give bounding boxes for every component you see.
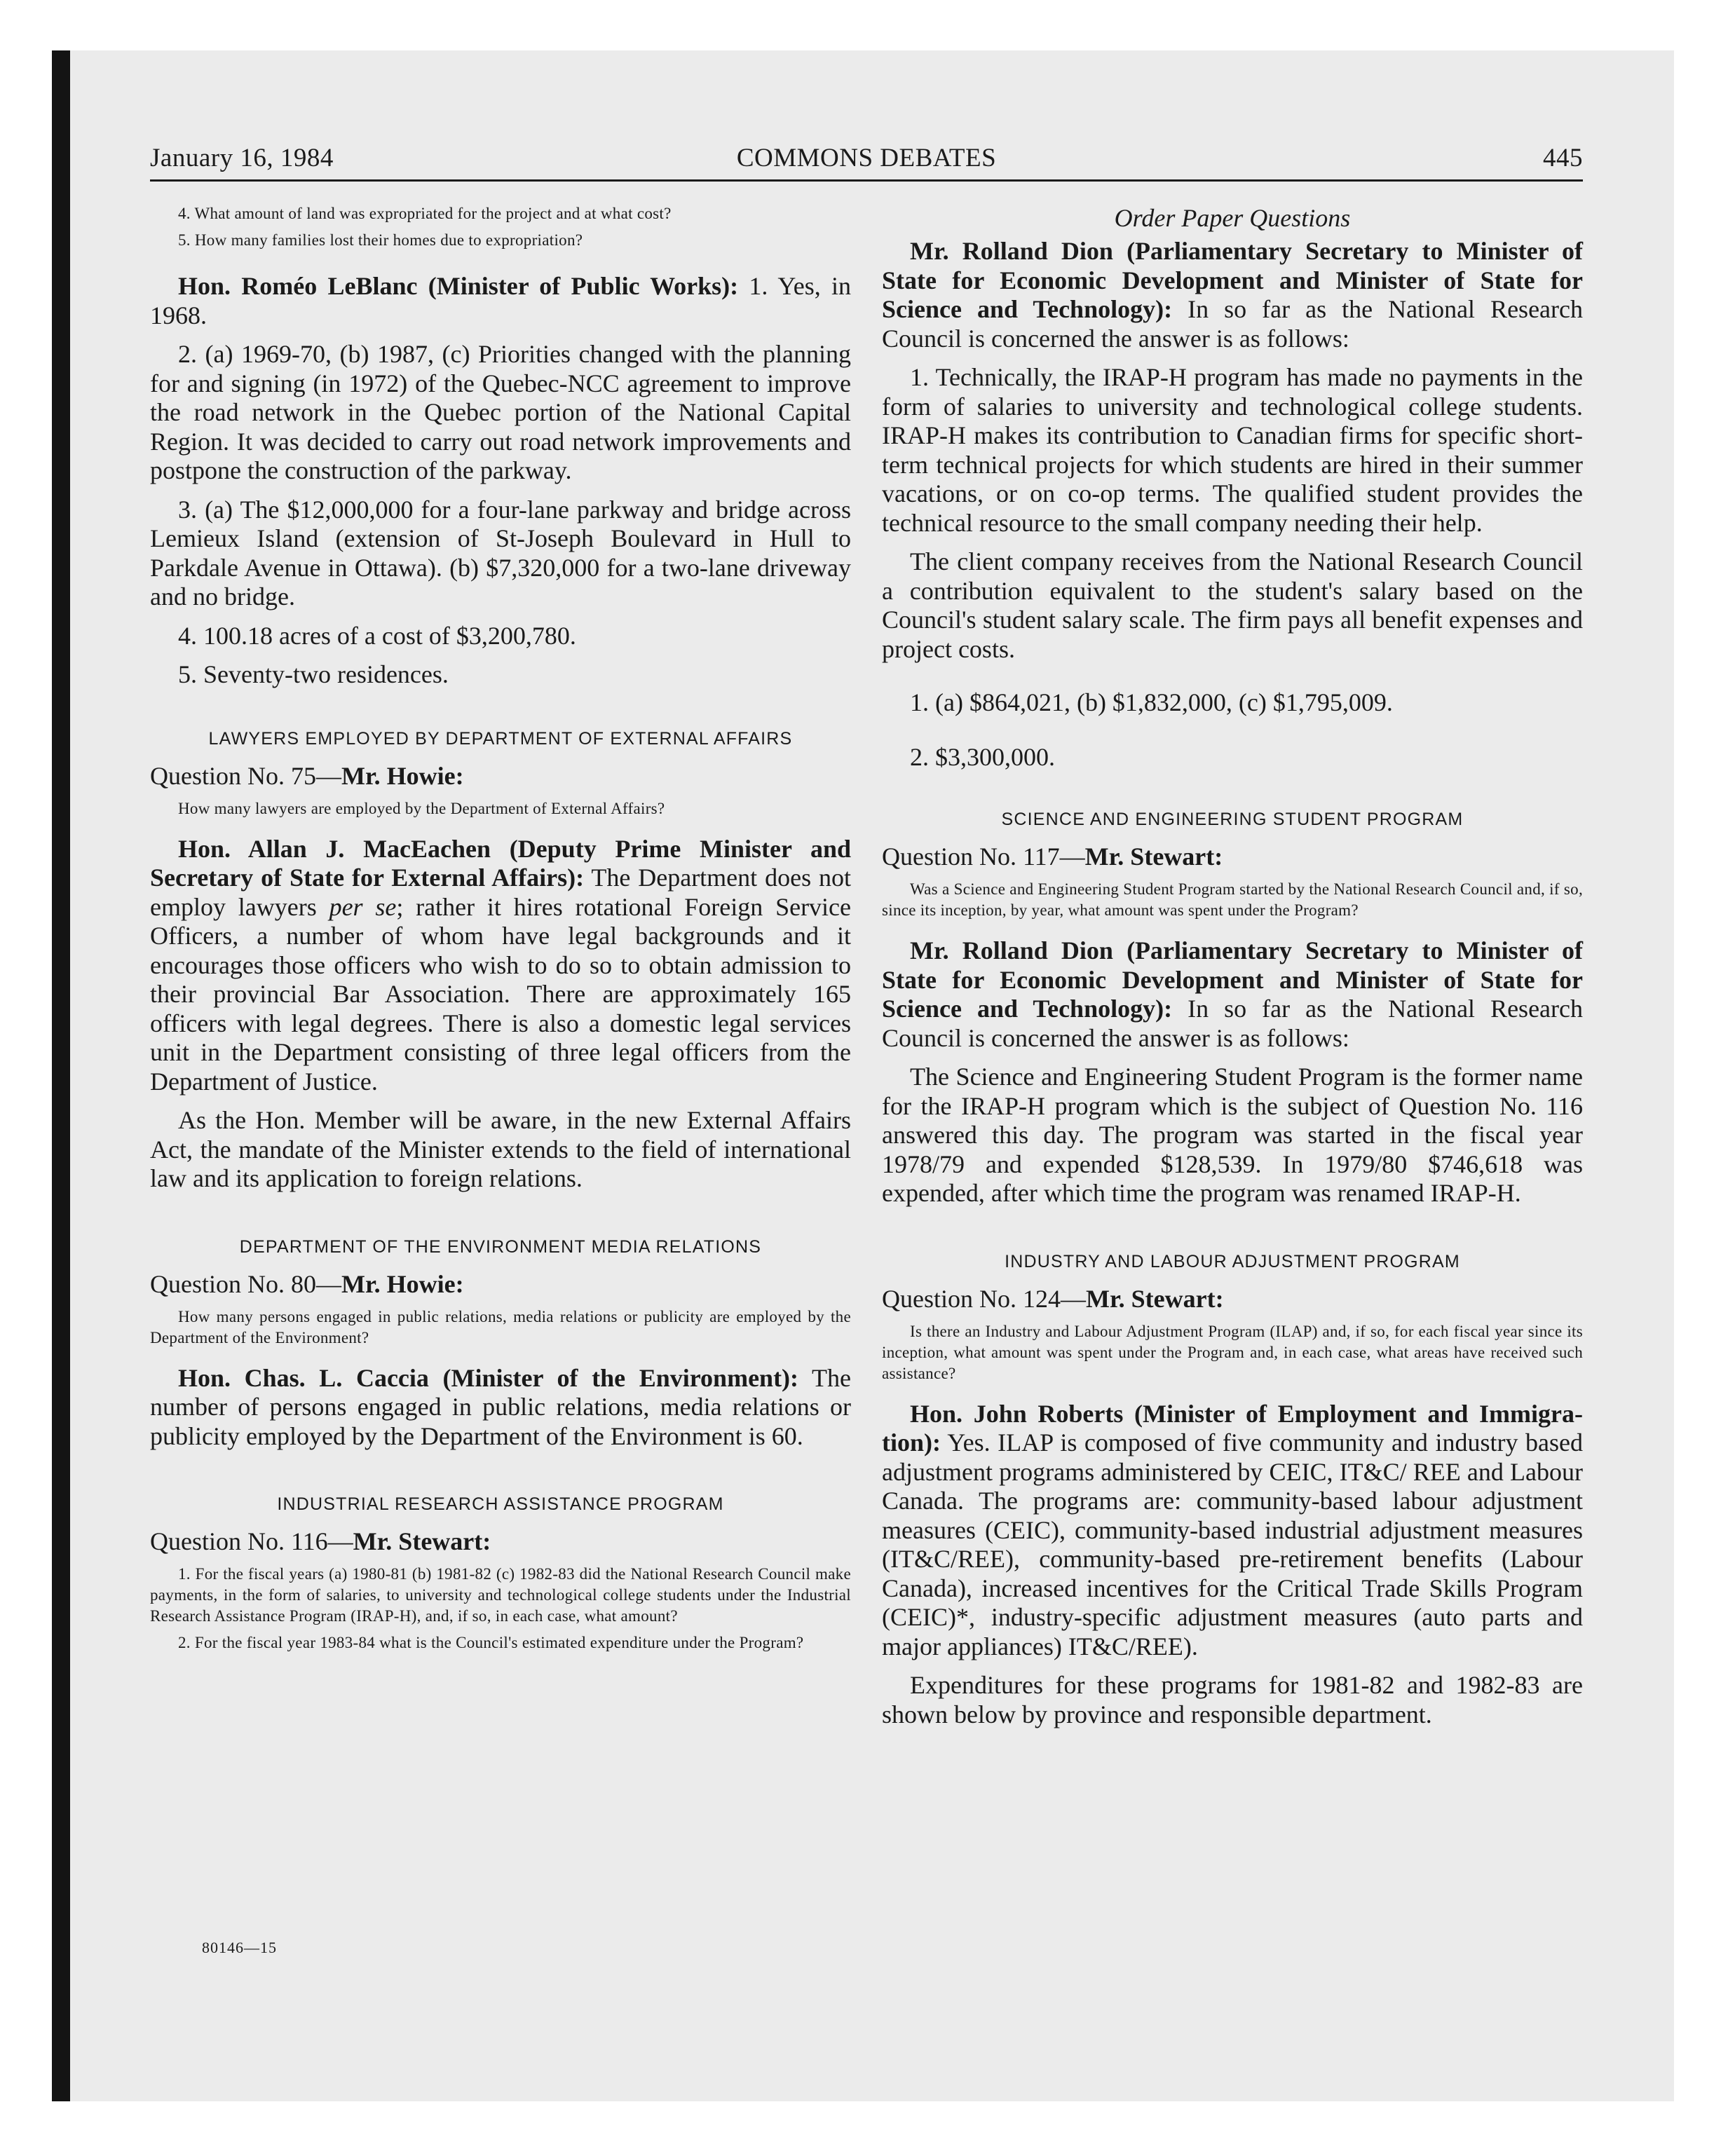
header-date: January 16, 1984 bbox=[150, 144, 334, 172]
section-heading-lawyers: LAWYERS EMPLOYED BY DEPARTMENT OF EXTERNAL AFFAIRS bbox=[208, 728, 793, 749]
question-line-116 bbox=[150, 1526, 851, 1557]
leblanc-answer-text: 1. Yes, in 1968. bbox=[150, 272, 851, 329]
question-text-116-1: 1. For the fiscal years (a) 1980-81 (b) 1981-82 (c) 1982-83 did the National Research Council make payments, in the form of salaries, to university and technological college students under the Industrial Research Assistance Program (IRAP-H), and, if so, in each case, what amount? bbox=[150, 1565, 851, 1625]
maceachen-answer-emphasis: per se bbox=[329, 892, 397, 921]
speaker-dion: Mr. Rolland Dion (Parliamentary Secretary to Minister of State for Economic Development and Minister of State for Science and Technology): bbox=[882, 936, 1583, 1023]
section-heading-irap: INDUSTRIAL RESEARCH ASSISTANCE PROGRAM bbox=[277, 1494, 724, 1514]
dion-answer-2-para: The Science and Engineering Student Program is the former name for the IRAP-H program which is the subject of Question No. 116 answered this day. The program was started in the fiscal year 1978/79 and expended $128,539. In 1979/80 $746,618 was expended, after which time the program was renamed IRAP-H. bbox=[882, 1063, 1583, 1207]
maceachen-answer-pre: The Department does not employ lawyers bbox=[150, 864, 851, 921]
question-number: Question No. 116— bbox=[150, 1527, 353, 1555]
section-heading-environment: DEPARTMENT OF THE ENVIRONMENT MEDIA RELATIONS bbox=[239, 1236, 762, 1257]
question-member: Mr. Howie: bbox=[341, 761, 464, 790]
roberts-answer bbox=[882, 1400, 1583, 1662]
dion-answer-1-para-1: 1. Technically, the IRAP-H program has made no payments in the form of salaries to university and technological college students. IRAP-H makes its contribution to Canadian firms for specific short-term technical projects for which students are hired in their summer vacations, or on co-op terms. The qualified student provides the technical resource to the small company needing their help. bbox=[882, 363, 1583, 537]
section-heading-science-engineering: SCIENCE AND ENGINEERING STUDENT PROGRAM bbox=[1001, 810, 1464, 829]
header-title: COMMONS DEBATES bbox=[736, 144, 997, 172]
right-column bbox=[882, 203, 1583, 1739]
answer-4: 4. 100.18 acres of a cost of $3,200,780. bbox=[178, 621, 576, 650]
question-text-80: How many persons engaged in public relations, media relations or publicity are employed by the Department of the Environment? bbox=[150, 1307, 851, 1346]
speaker-maceachen: Hon. Allan J. MacEachen (Deputy Prime Minister and Secretary of State for External Affairs): bbox=[150, 834, 851, 892]
maceachen-answer-2: As the Hon. Member will be aware, in the new External Affairs Act, the mandate of the Minister extends to the field of international law and its application to foreign relations. bbox=[150, 1106, 851, 1192]
page-header bbox=[150, 143, 1583, 185]
question-number: Question No. 75— bbox=[150, 761, 341, 790]
scan-edge-shadow bbox=[52, 50, 70, 2101]
leblanc-answer bbox=[150, 272, 851, 330]
left-column bbox=[150, 203, 851, 1659]
question-line-80 bbox=[150, 1269, 851, 1299]
question-member: Mr. Stewart: bbox=[1086, 1284, 1224, 1313]
answer-5: 5. Seventy-two residences. bbox=[178, 660, 449, 688]
question-line-117 bbox=[882, 841, 1583, 872]
answer-3: 3. (a) The $12,000,000 for a four-lane parkway and bridge across Lemieux Island (extension of St-Joseph Boulevard in Hull to Parkdale Avenue in Ottawa). (b) $7,320,000 for a two-lane driveway and no bridge. bbox=[150, 495, 851, 610]
dion-answer-2 bbox=[882, 936, 1583, 1053]
speaker-caccia: Hon. Chas. L. Caccia (Minister of the Environment): bbox=[178, 1363, 799, 1392]
question-member: Mr. Howie: bbox=[341, 1269, 464, 1298]
maceachen-answer bbox=[150, 835, 851, 1097]
amount-line-2: 2. $3,300,000. bbox=[910, 743, 1055, 771]
dion-answer-2-text: In so far as the National Research Council is concerned the answer is as follows: bbox=[882, 995, 1583, 1052]
footer-code: 80146—15 bbox=[202, 1939, 277, 1956]
header-page-number: 445 bbox=[1543, 144, 1583, 172]
speaker-roberts: Hon. John Roberts (Minister of Employment and Immigration): bbox=[882, 1399, 1583, 1456]
dion-answer-1 bbox=[882, 237, 1583, 353]
dion-answer-1-para-2: The client company receives from the National Research Council a contribution equivalent to the student's salary based on the Council's student salary scale. The firm pays all benefit expenses and project costs. bbox=[882, 547, 1583, 663]
question-number: Question No. 124— bbox=[882, 1284, 1086, 1313]
intro-question-4: 4. What amount of land was expropriated for the project and at what cost? bbox=[178, 205, 672, 222]
answer-2: 2. (a) 1969-70, (b) 1987, (c) Priorities changed with the planning for and signing (in 1972) of the Quebec-NCC agreement to improve the road network in the Quebec portion of the National Capital Region. It was decided to carry out road network improvements and postpone the construction of the parkway. bbox=[150, 340, 851, 484]
question-number: Question No. 80— bbox=[150, 1269, 341, 1298]
caccia-answer bbox=[150, 1364, 851, 1452]
roberts-answer-2: Expenditures for these programs for 1981-82 and 1982-83 are shown below by province and responsible department. bbox=[882, 1671, 1583, 1728]
question-text-75: How many lawyers are employed by the Department of External Affairs? bbox=[178, 799, 665, 817]
question-number: Question No. 117— bbox=[882, 842, 1085, 871]
speaker-leblanc: Hon. Roméo LeBlanc (Minister of Public Works): bbox=[178, 272, 739, 300]
question-line-75 bbox=[150, 760, 851, 791]
caccia-answer-text: The number of persons engaged in public relations, media relations or publicity employed by the Department of the Environment is 60. bbox=[150, 1363, 851, 1450]
amount-line-1: 1. (a) $864,021, (b) $1,832,000, (c) $1,795,009. bbox=[910, 688, 1393, 716]
order-paper-caption: Order Paper Questions bbox=[1114, 204, 1351, 232]
roberts-answer-text: Yes. ILAP is composed of five community and industry based adjustment programs administered by CEIC, IT&C/ REE and Labour Canada. The programs are: community-based labour adjustment measures (CEIC), community-based industrial adjustment measures (IT&C/REE), community-based pre-retirement benefits (Labour Canada), increased incentives for the Critical Trade Skills Program (CEIC)*, industry-specific adjustment measures (auto parts and major appliances) IT&C/REE). bbox=[882, 1428, 1583, 1660]
question-text-116-2: 2. For the fiscal year 1983-84 what is the Council's estimated expenditure under the Program? bbox=[178, 1634, 804, 1651]
intro-question-5: 5. How many families lost their homes due to expropriation? bbox=[178, 231, 583, 249]
dion-answer-1-text: In so far as the National Research Council is concerned the answer is as follows: bbox=[882, 295, 1583, 353]
question-member: Mr. Stewart: bbox=[1084, 842, 1223, 871]
maceachen-answer-post: ; rather it hires rotational Foreign Service Officers, a number of whom have legal backgrounds and it encourages those officers who wish to do so to obtain admission to their provincial Bar Association. There are approximately 165 officers with legal degrees. There is also a domestic legal services unit in the Department consisting of three legal officers from the Department of Justice. bbox=[150, 892, 852, 1096]
question-member: Mr. Stewart: bbox=[353, 1527, 491, 1555]
question-text-124: Is there an Industry and Labour Adjustment Program (ILAP) and, if so, for each fiscal year since its inception, what amount was spent under the Program and, in each case, what areas have received such assistance? bbox=[882, 1322, 1583, 1382]
section-heading-ilap: INDUSTRY AND LABOUR ADJUSTMENT PROGRAM bbox=[1005, 1251, 1460, 1271]
speaker-dion: Mr. Rolland Dion (Parliamentary Secretary to Minister of State for Economic Development and Minister of State for Science and Technology): bbox=[882, 237, 1583, 323]
header-rule bbox=[150, 179, 1583, 182]
question-line-124 bbox=[882, 1283, 1583, 1314]
question-text-117: Was a Science and Engineering Student Program started by the National Research Council and, if so, since its inception, by year, what amount was spent under the Program? bbox=[882, 880, 1583, 919]
